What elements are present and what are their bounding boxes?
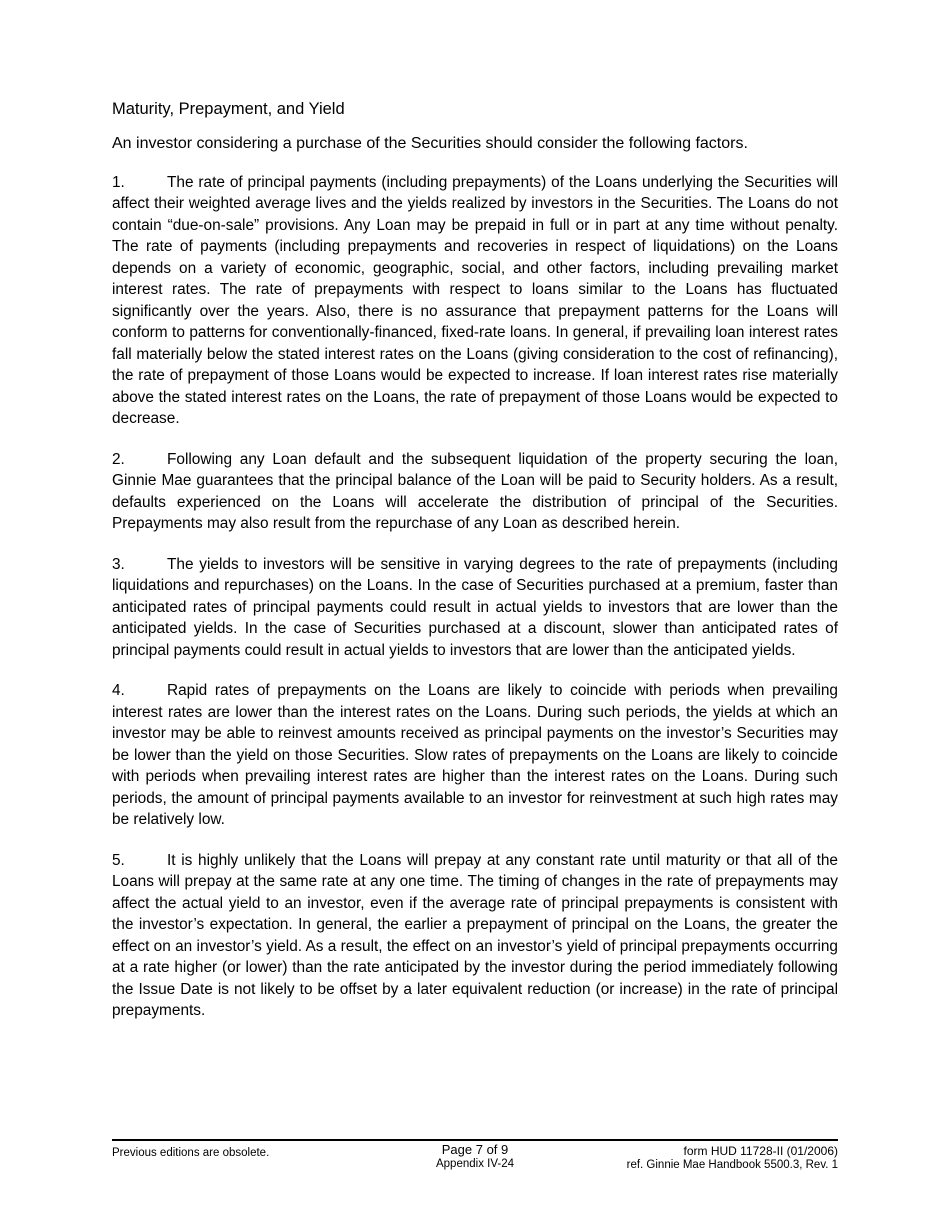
item-number: 2. [112, 450, 125, 468]
page-footer [112, 1139, 838, 1172]
numbered-paragraph-3 [112, 554, 838, 662]
footer-right [598, 1141, 838, 1172]
numbered-paragraph-2 [112, 449, 838, 535]
item-number: 5. [112, 851, 125, 869]
item-text: It is highly unlikely that the Loans will prepay at any constant rate until maturity or that all of the Loans will prepay at the same rate at any one time. The timing of changes in the rate of prepayments may affect the actual yield to an investor, even if the average rate of principal prepayments is consistent with the investor’s expectation. In general, the earlier a prepayment of principal on the Loans, the greater the effect on an investor’s yield. As a result, the effect on an investor’s yield of principal prepayments occurring at a rate higher (or lower) than the rate anticipated by the investor during the period immediately following the Issue Date is not likely to be offset by a later equivalent reduction (or increase) in the rate of principal prepayments. [112, 851, 838, 1019]
numbered-paragraph-4 [112, 680, 838, 831]
item-text: Following any Loan default and the subsequent liquidation of the property securing the loan, Ginnie Mae guarantees that the principal balance of the Loan will be paid to Security holders. As a result, defaults experienced on the Loans will accelerate the distribution of principal of the Securities. Prepayments may also result from the repurchase of any Loan as described herein. [112, 450, 838, 532]
item-number: 4. [112, 682, 125, 699]
item-text: Rapid rates of prepayments on the Loans are likely to coincide with periods when prevailing interest rates are lower than the interest rates on the Loans. During such periods, the yields at which an investor may be able to reinvest amounts received as principal payments on the investor’s Securities may be lower than the yield on those Securities. Slow rates of prepayments on the Loans are likely to coincide with periods when prevailing interest rates are higher than the interest rates on the Loans. During such periods, the amount of principal payments available to an investor for reinvestment at such high rates may be relatively low. [112, 682, 838, 828]
intro-paragraph: An investor considering a purchase of the Securities should consider the following factors. [112, 135, 748, 152]
item-number: 3. [112, 555, 125, 573]
document-body [112, 98, 838, 1041]
numbered-paragraph-1 [112, 172, 838, 430]
footer-center [352, 1141, 598, 1172]
item-text: The rate of principal payments (including prepayments) of the Loans underlying the Securities will affect their weighted average lives and the yields realized by investors in the Securities. The Loans do not contain “due-on-sale” provisions. Any Loan may be prepaid in full or in part at any time without penalty. The rate of payments (including prepayments and recoveries in respect of liquidations) on the Loans depends on a variety of economic, geographic, social, and other factors, including prevailing market interest rates. The rate of prepayments with respect to loans similar to the Loans has fluctuated significantly over the years. Also, there is no assurance that prepayment patterns for the Loans will conform to patterns for conventionally-financed, fixed-rate loans. In general, if prevailing loan interest rates fall materially below the stated interest rates on the Loans (giving consideration to the cost of refinancing), the rate of prepayment of those Loans would be expected to increase. If loan interest rates rise materially above the stated interest rates on the Loans, the rate of prepayment of those Loans would be expected to decrease. [112, 173, 838, 427]
page-number: Page 7 of 9 [441, 1142, 509, 1157]
section-heading: Maturity, Prepayment, and Yield [112, 100, 345, 118]
form-number: form HUD 11728-II (01/2006) [683, 1144, 838, 1158]
handbook-reference: ref. Ginnie Mae Handbook 5500.3, Rev. 1 [626, 1159, 838, 1171]
appendix-label: Appendix IV-24 [435, 1158, 514, 1170]
item-number: 1. [112, 173, 125, 191]
item-text: The yields to investors will be sensitive in varying degrees to the rate of prepayments (including liquidations and repurchases) on the Loans. In the case of Securities purchased at a premium, faster than anticipated rates of principal payments could result in actual yields to investors that are lower than the anticipated yields. In the case of Securities purchased at a discount, slower than anticipated rates of principal payments could result in actual yields to investors that are lower than the anticipated yields. [112, 555, 838, 659]
numbered-paragraph-5 [112, 850, 838, 1022]
footer-left [112, 1141, 352, 1172]
obsolete-notice: Previous editions are obsolete. [112, 1147, 270, 1159]
